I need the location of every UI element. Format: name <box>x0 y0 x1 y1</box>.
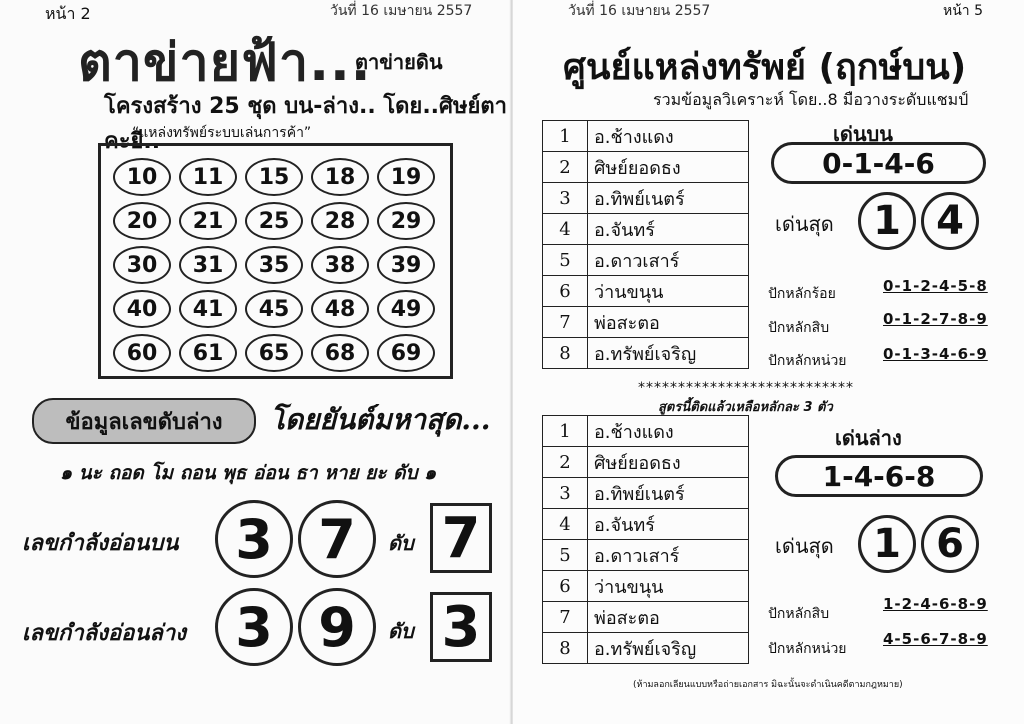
divider-stars: *************************** <box>638 380 854 396</box>
days-line: ๑ นะ ถอด โม ถอน พุธ อ่อน ธา หาย ยะ ดับ ๑ <box>60 462 437 484</box>
table-row <box>543 540 749 571</box>
bottom-best-digit: 1 <box>858 515 916 573</box>
grid-number: 35 <box>245 246 303 284</box>
row-number: 2 <box>543 447 588 478</box>
grid-number: 61 <box>179 334 237 372</box>
grid-number: 19 <box>377 158 435 196</box>
left-title-sub: ตาข่ายดิน <box>355 50 443 74</box>
analyst-name: อ.ดาวเสาร์ <box>588 540 749 571</box>
right-page-date: วันที่ 16 เมษายน 2557 <box>568 3 711 19</box>
lower-dab-digit: 3 <box>430 592 492 662</box>
bottom-numbers-pill: 1-4-6-8 <box>775 455 983 497</box>
bottom-best-label: เด่นสุด <box>775 534 834 558</box>
grid-number: 45 <box>245 290 303 328</box>
analyst-name: อ.ทรัพย์เจริญ <box>588 633 749 664</box>
grid-number: 41 <box>179 290 237 328</box>
table-row <box>543 571 749 602</box>
left-page-date: วันที่ 16 เมษายน 2557 <box>330 3 473 19</box>
grid-number: 31 <box>179 246 237 284</box>
left-page-label: หน้า 2 <box>45 4 91 23</box>
top-tens-value: 0-1-2-7-8-9 <box>883 310 988 328</box>
lower-dab-label: ดับ <box>388 619 414 643</box>
top-tens-label: ปักหลักสิบ <box>768 320 830 336</box>
grid-row <box>113 202 435 240</box>
top-units-label: ปักหลักหน่วย <box>768 353 847 369</box>
grid-row <box>113 158 435 196</box>
grid-number: 29 <box>377 202 435 240</box>
table-row <box>543 152 749 183</box>
grid-number: 20 <box>113 202 171 240</box>
grid-number: 65 <box>245 334 303 372</box>
info-pill: ข้อมูลเลขดับล่าง <box>32 398 256 444</box>
upper-digit: 7 <box>298 500 376 578</box>
grid-row <box>113 334 435 372</box>
upper-label: เลขกำลังอ่อนบน <box>22 530 179 556</box>
grid-row <box>113 246 435 284</box>
grid-row <box>113 290 435 328</box>
bottom-tens-value: 1-2-4-6-8-9 <box>883 595 988 613</box>
analyst-name: ศิษย์ยอดธง <box>588 152 749 183</box>
lower-digit: 3 <box>215 588 293 666</box>
left-tagline: “แหล่งทรัพย์ระบบเล่นการค้า” <box>132 125 312 141</box>
number-grid <box>98 143 453 379</box>
top-units-value: 0-1-3-4-6-9 <box>883 345 988 363</box>
formula-note: สูตรนี้ติดแล้วเหลือหลักละ 3 ตัว <box>658 400 833 415</box>
table-row <box>543 121 749 152</box>
upper-digit: 3 <box>215 500 293 578</box>
top-numbers-pill: 0-1-4-6 <box>771 142 986 184</box>
analyst-name: อ.ช้างแดง <box>588 416 749 447</box>
row-number: 3 <box>543 478 588 509</box>
top-best-label: เด่นสุด <box>775 212 834 236</box>
analyst-name: อ.จันทร์ <box>588 214 749 245</box>
right-subtitle: รวมข้อมูลวิเคราะห์ โดย..8 มือวางระดับแชมป์ <box>653 90 969 109</box>
row-number: 8 <box>543 633 588 664</box>
row-number: 5 <box>543 245 588 276</box>
grid-number: 68 <box>311 334 369 372</box>
table-row <box>543 602 749 633</box>
row-number: 4 <box>543 509 588 540</box>
analyst-name: อ.จันทร์ <box>588 509 749 540</box>
bottom-units-value: 4-5-6-7-8-9 <box>883 630 988 648</box>
analyst-name: อ.ดาวเสาร์ <box>588 245 749 276</box>
table-row <box>543 245 749 276</box>
table-row <box>543 276 749 307</box>
table-row <box>543 633 749 664</box>
row-number: 1 <box>543 416 588 447</box>
grid-number: 39 <box>377 246 435 284</box>
table-row <box>543 214 749 245</box>
row-number: 8 <box>543 338 588 369</box>
analyst-name: อ.ทิพย์เนตร์ <box>588 478 749 509</box>
table-row <box>543 307 749 338</box>
table-row <box>543 478 749 509</box>
info-author: โดยยันต์มหาสุด... <box>270 403 491 436</box>
left-title: ตาข่ายฟ้า... <box>78 33 372 93</box>
table-row <box>543 447 749 478</box>
top-hundreds-label: ปักหลักร้อย <box>768 286 836 302</box>
grid-number: 60 <box>113 334 171 372</box>
grid-number: 21 <box>179 202 237 240</box>
grid-number: 11 <box>179 158 237 196</box>
row-number: 1 <box>543 121 588 152</box>
row-number: 4 <box>543 214 588 245</box>
grid-number: 15 <box>245 158 303 196</box>
bottom-best-digit: 6 <box>921 515 979 573</box>
grid-number: 38 <box>311 246 369 284</box>
right-page <box>512 0 1024 724</box>
analyst-name: ว่านขนุน <box>588 276 749 307</box>
row-number: 7 <box>543 307 588 338</box>
row-number: 2 <box>543 152 588 183</box>
row-number: 3 <box>543 183 588 214</box>
upper-dab-label: ดับ <box>388 531 414 555</box>
row-number: 5 <box>543 540 588 571</box>
analyst-name: พ่อสะตอ <box>588 602 749 633</box>
top-best-digit: 1 <box>858 192 916 250</box>
row-number: 6 <box>543 571 588 602</box>
row-number: 7 <box>543 602 588 633</box>
analyst-name: ว่านขนุน <box>588 571 749 602</box>
grid-number: 30 <box>113 246 171 284</box>
top-heading: เด่นบน <box>833 122 893 146</box>
lower-digit: 9 <box>298 588 376 666</box>
copyright-footer: (ห้ามลอกเลียนแบบหรือถ่ายเอกสาร มิฉะนั้นจะดำเนินคดีตามกฎหมาย) <box>633 680 903 690</box>
table-row <box>543 416 749 447</box>
top-hundreds-value: 0-1-2-4-5-8 <box>883 277 988 295</box>
grid-number: 28 <box>311 202 369 240</box>
bottom-heading: เด่นล่าง <box>835 426 902 450</box>
row-number: 6 <box>543 276 588 307</box>
left-structure-line: โครงสร้าง 25 ชุด บน-ล่าง.. โดย..ศิษย์ตาคะยี.. <box>104 94 508 154</box>
table-row <box>543 338 749 369</box>
bottom-units-label: ปักหลักหน่วย <box>768 641 847 657</box>
table-row <box>543 183 749 214</box>
grid-number: 10 <box>113 158 171 196</box>
analyst-name: อ.ทิพย์เนตร์ <box>588 183 749 214</box>
grid-number: 69 <box>377 334 435 372</box>
bottom-tens-label: ปักหลักสิบ <box>768 606 830 622</box>
analyst-name: ศิษย์ยอดธง <box>588 447 749 478</box>
grid-number: 25 <box>245 202 303 240</box>
top-best-digit: 4 <box>921 192 979 250</box>
right-page-label: หน้า 5 <box>943 3 984 19</box>
upper-dab-digit: 7 <box>430 503 492 573</box>
analyst-name: อ.ช้างแดง <box>588 121 749 152</box>
grid-number: 48 <box>311 290 369 328</box>
grid-number: 40 <box>113 290 171 328</box>
right-title: ศูนย์แหล่งทรัพย์ (ฤกษ์บน) <box>563 47 967 88</box>
analyst-table-top <box>542 120 749 369</box>
grid-number: 49 <box>377 290 435 328</box>
lower-label: เลขกำลังอ่อนล่าง <box>22 620 186 646</box>
grid-number: 18 <box>311 158 369 196</box>
analyst-name: อ.ทรัพย์เจริญ <box>588 338 749 369</box>
analyst-table-bottom <box>542 415 749 664</box>
analyst-name: พ่อสะตอ <box>588 307 749 338</box>
table-row <box>543 509 749 540</box>
